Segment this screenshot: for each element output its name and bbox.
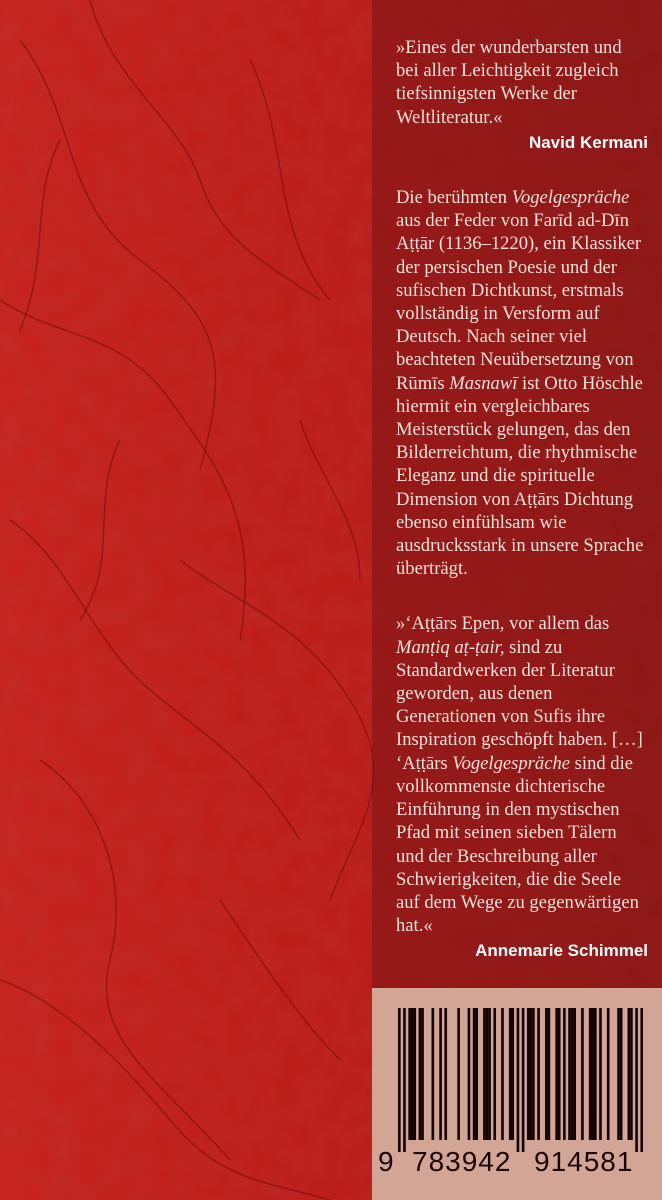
barcode-bar [620, 1008, 623, 1140]
barcode-bar [475, 1008, 478, 1140]
barcode-bar [617, 1008, 620, 1140]
barcode-left-digits: 783942 [412, 1146, 512, 1177]
barcode-bar [509, 1008, 512, 1140]
barcode-bar [599, 1008, 602, 1140]
barcode-bar [568, 1008, 571, 1140]
barcode-bar [545, 1008, 548, 1140]
barcode-right-digits: 914581 [534, 1146, 634, 1177]
barcode-bar [517, 1008, 520, 1152]
barcode-bar [501, 1008, 504, 1140]
barcode-bar [640, 1008, 643, 1152]
description-work: Masnawī [449, 372, 518, 394]
quote-schimmel [396, 612, 648, 937]
barcode-bar [563, 1008, 566, 1140]
isbn-barcode [372, 988, 662, 1200]
barcode-bar [488, 1008, 491, 1140]
barcode-bar [607, 1008, 610, 1140]
back-cover-text [396, 36, 648, 963]
barcode-bar [432, 1008, 435, 1140]
barcode-bar [530, 1008, 533, 1140]
barcode-bar [421, 1008, 424, 1140]
quote-author-kermani: Navid Kermani [528, 132, 648, 152]
barcode-bar [493, 1008, 496, 1140]
barcode-bar [558, 1008, 561, 1140]
barcode-bar [635, 1008, 638, 1152]
quote2-title: Manṭiq aṭ-ṭair, [396, 636, 505, 658]
barcode-bar [571, 1008, 574, 1140]
barcode-first-digit: 9 [378, 1146, 395, 1177]
barcode-bar [591, 1008, 594, 1140]
barcode-bar [548, 1008, 551, 1140]
quote2-title2: Vogelgespräche [452, 752, 571, 774]
description-part2: aus der Feder von Farīd ad-Dīn Aṭṭār (1136–1220), ein Klassiker der persischen Poesie und der sufischen Dichtkunst, erstmals vollständig in Versform auf Deutsch. Nach seiner viel beachteten Neuübersetzung von Rūmīs [396, 210, 642, 394]
barcode-bar [413, 1008, 416, 1140]
quote-author-schimmel: Annemarie Schimmel [475, 941, 648, 961]
barcode-bar [403, 1008, 406, 1152]
barcode-bar [630, 1008, 633, 1140]
barcode-bar [444, 1008, 447, 1140]
barcode-bar [398, 1008, 401, 1152]
description-part1: Die berühmten [396, 187, 512, 209]
barcode-bar [411, 1008, 414, 1140]
description-part3: ist Otto Höschle hiermit ein vergleichbares Meisterstück gelungen, das den Bilderreichtum, die rhythmische Eleganz und die spirituelle Dimension von Aṭṭārs Dichtung ebenso einfühlsam wie ausdrucksstark in unsere Sprache überträgt. [396, 372, 644, 580]
quote2-part3: sind die vollkommenste dichterische Einführung in den mystischen Pfad mit seinen sieben Tälern und der Beschreibung aller Schwierigkeiten, die die Seele auf dem Wege zu gegenwärtigen hat.« [396, 752, 639, 937]
barcode-bar [408, 1008, 411, 1140]
barcode-bar [589, 1008, 592, 1140]
quote2-part1: »‘Aṭṭārs Epen, vor allem das [396, 613, 610, 635]
barcode-bar [555, 1008, 558, 1140]
barcode-bars [398, 1008, 643, 1152]
barcode-bar [581, 1008, 584, 1140]
barcode-bar [522, 1008, 525, 1152]
book-description [396, 186, 648, 580]
barcode-bar [439, 1008, 442, 1140]
barcode-bar [483, 1008, 486, 1140]
barcode-bar [537, 1008, 540, 1140]
quote2-part2: sind zu Standardwerken der Literatur geworden, aus denen Generationen von Sufis ihre Inspiration geschöpft haben. […] ‘Aṭṭārs [396, 636, 643, 774]
barcode-bar [468, 1008, 471, 1140]
barcode-bar [486, 1008, 489, 1140]
barcode-bar [473, 1008, 476, 1140]
barcode-bar [457, 1008, 460, 1140]
barcode-bar [419, 1008, 422, 1140]
barcode-bar [532, 1008, 535, 1140]
barcode-bar [573, 1008, 576, 1140]
description-title: Vogelgespräche [511, 187, 630, 209]
barcode-bar [628, 1008, 631, 1140]
barcode-bar [527, 1008, 530, 1140]
quote-kermani: »Eines der wunderbarsten und bei aller Leichtigkeit zugleich tiefsinnigsten Werke der Weltliteratur.« [396, 37, 622, 128]
barcode-bar [594, 1008, 597, 1140]
barcode-bar [511, 1008, 514, 1140]
